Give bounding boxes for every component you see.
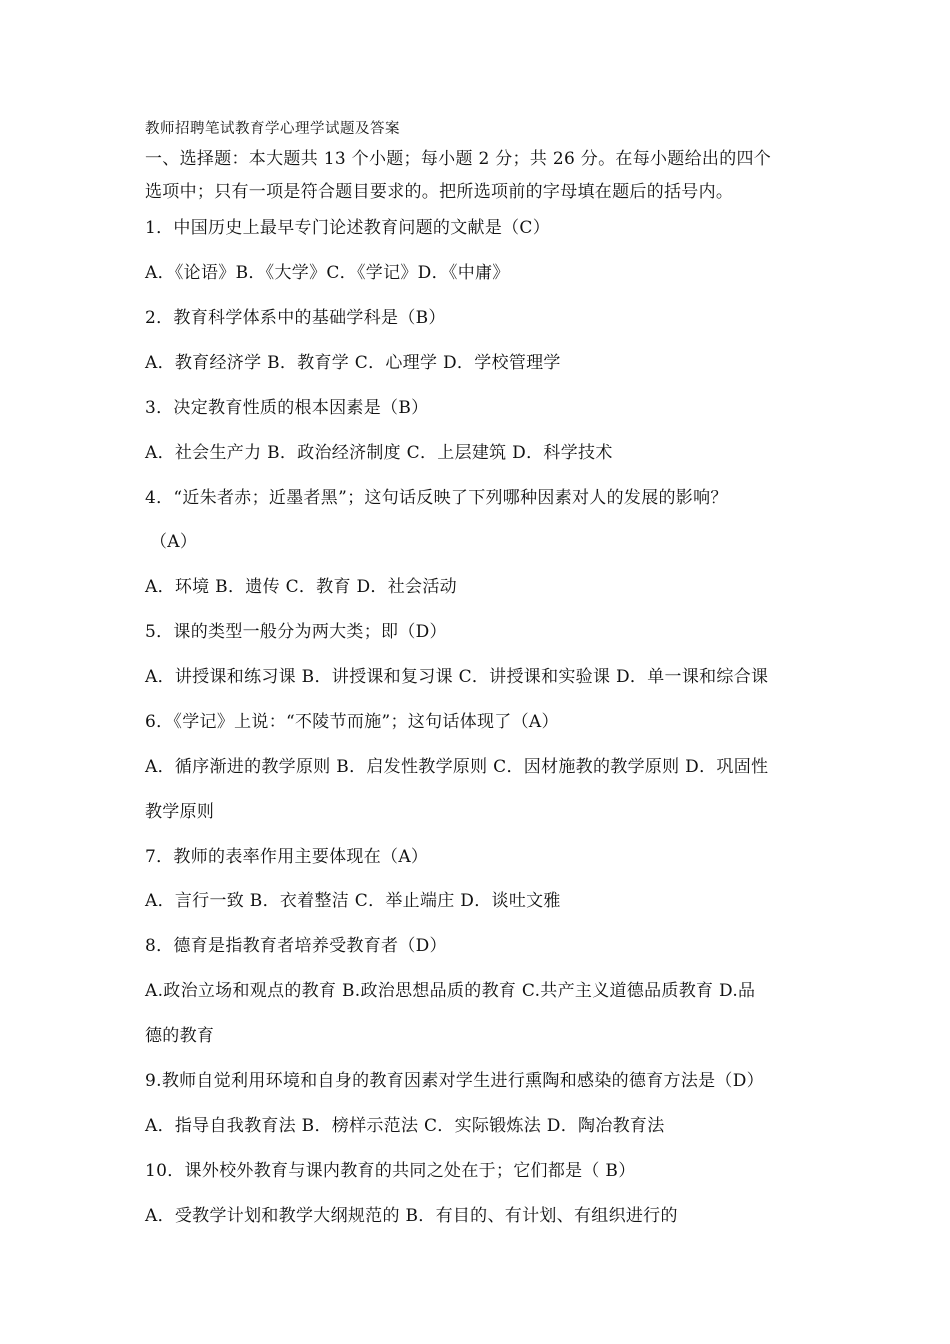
document-title: 教师招聘笔试教育学心理学试题及答案 bbox=[145, 121, 400, 137]
question-2: 2．教育科学体系中的基础学科是（B） bbox=[145, 308, 446, 328]
options-4: A．环境 B．遗传 C．教育 D．社会活动 bbox=[145, 577, 457, 597]
options-9: A．指导自我教育法 B．榜样示范法 C．实际锻炼法 D．陶冶教育法 bbox=[145, 1116, 665, 1136]
options-8-continued: 德的教育 bbox=[145, 1026, 215, 1046]
question-4-answer: （A） bbox=[150, 532, 198, 552]
question-6: 6．《学记》上说：“不陵节而施”；这句话体现了（A） bbox=[145, 712, 559, 732]
options-6: A．循序渐进的教学原则 B．启发性教学原则 C．因材施教的教学原则 D．巩固性 bbox=[145, 757, 769, 777]
question-8: 8．德育是指教育者培养受教育者（D） bbox=[145, 936, 447, 956]
options-3: A．社会生产力 B．政治经济制度 C．上层建筑 D．科学技术 bbox=[145, 443, 613, 463]
options-10: A．受教学计划和教学大纲规范的 B．有目的、有计划、有组织进行的 bbox=[145, 1206, 678, 1226]
question-7: 7．教师的表率作用主要体现在（A） bbox=[145, 847, 429, 867]
options-6-continued: 教学原则 bbox=[145, 802, 215, 822]
section-intro-line-1: 一、选择题：本大题共 13 个小题；每小题 2 分；共 26 分。在每小题给出的四个 bbox=[145, 149, 772, 169]
section-intro-line-2: 选项中；只有一项是符合题目要求的。把所选项前的字母填在题后的括号内。 bbox=[145, 182, 734, 202]
question-1: 1．中国历史上最早专门论述教育问题的文献是（C） bbox=[145, 218, 551, 238]
options-7: A．言行一致 B．衣着整洁 C．举止端庄 D．谈吐文雅 bbox=[145, 891, 561, 911]
question-3: 3．决定教育性质的根本因素是（B） bbox=[145, 398, 429, 418]
options-8: A.政治立场和观点的教育 B.政治思想品质的教育 C.共产主义道德品质教育 D.品 bbox=[145, 981, 756, 1001]
question-5: 5．课的类型一般分为两大类；即（D） bbox=[145, 622, 447, 642]
question-4: 4．“近朱者赤；近墨者黑”；这句话反映了下列哪种因素对人的发展的影响？ bbox=[145, 488, 728, 508]
options-2: A．教育经济学 B．教育学 C．心理学 D．学校管理学 bbox=[145, 353, 561, 373]
question-10: 10．课外校外教育与课内教育的共同之处在于；它们都是（ B） bbox=[145, 1161, 636, 1181]
options-1: A．《论语》B．《大学》C．《学记》D．《中庸》 bbox=[145, 263, 510, 283]
options-5: A．讲授课和练习课 B．讲授课和复习课 C．讲授课和实验课 D．单一课和综合课 bbox=[145, 667, 769, 687]
question-9: 9.教师自觉利用环境和自身的教育因素对学生进行熏陶和感染的德育方法是（D） bbox=[145, 1071, 764, 1091]
